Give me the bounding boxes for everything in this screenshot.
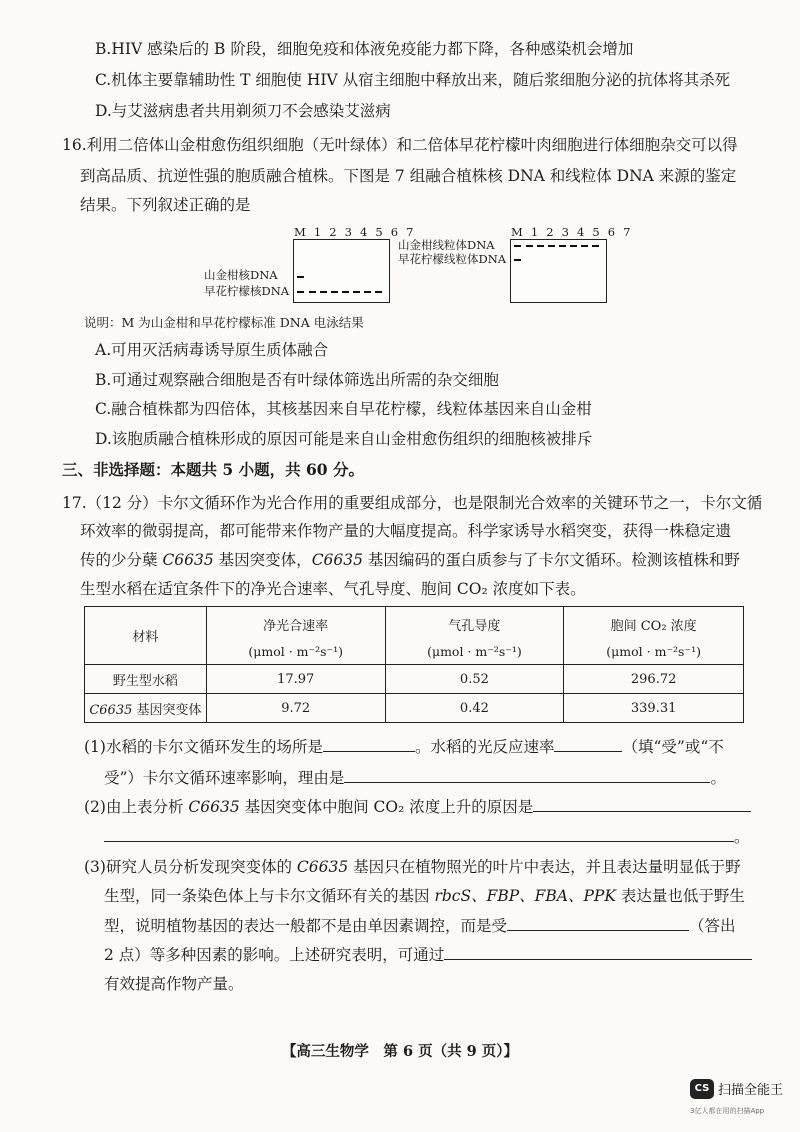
q17-stem-line-3: 传的少分蘖 C6635 基因突变体，C6635 基因编码的蛋白质参与了卡尔文循环。检测该植株和野 xyxy=(80,551,740,569)
gel-band xyxy=(559,245,566,247)
gel-band xyxy=(309,291,316,293)
q17-part3-line-4: 2 点）等多种因素的影响。上述研究表明，可通过 xyxy=(104,944,752,965)
q16-stem-line-2: 到高品质、抗逆性强的胞质融合植株。下图是 7 组融合植株核 DNA 和线粒体 DNA 来源的鉴定 xyxy=(80,167,737,185)
q15-option-b: B.HIV 感染后的 B 阶段，细胞免疫和体液免疫能力都下降，各种感染机会增加 xyxy=(95,40,634,58)
gel-band xyxy=(526,245,533,247)
camscanner-logo-icon: CS xyxy=(690,1079,714,1099)
table-cell-rate: 17.97 xyxy=(206,665,385,694)
answer-blank[interactable] xyxy=(444,944,752,960)
answer-blank[interactable] xyxy=(104,826,734,842)
section-heading: 三、非选择题：本题共 5 小题，共 60 分。 xyxy=(62,460,364,479)
q17-stem-line-4: 生型水稻在适宜条件下的净光合速率、气孔导度、胞间 CO₂ 浓度如下表。 xyxy=(80,580,586,598)
table-row xyxy=(85,694,744,723)
gel-label-shanjingan-nuclear: 山金柑核DNA xyxy=(204,268,278,282)
gel-band xyxy=(331,291,338,293)
q15-option-c: C.机体主要靠辅助性 T 细胞使 HIV 从宿主细胞中释放出来，随后浆细胞分泌的抗体将其杀死 xyxy=(95,71,731,89)
table-cell-conductance: 0.42 xyxy=(385,694,564,723)
page-footer: 【高三生物学 第 6 页（共 9 页）】 xyxy=(281,1043,519,1060)
answer-blank[interactable] xyxy=(554,736,622,752)
gel-mito-lane-labels: M 1 2 3 4 5 6 7 xyxy=(511,225,633,239)
gel-band xyxy=(375,291,382,293)
table-cell-rate: 9.72 xyxy=(206,694,385,723)
gel-band xyxy=(537,245,544,247)
gel-nuclear-lane-labels: M 1 2 3 4 5 6 7 xyxy=(294,225,416,239)
table-row xyxy=(85,665,744,694)
gel-label-shanjingan-mito: 山金柑线粒体DNA xyxy=(398,238,495,252)
q17-part1-line-1: (1)水稻的卡尔文循环发生的场所是 。水稻的光反应速率 （填“受”或“不 xyxy=(84,738,724,756)
gel-band-m-shanjingan-mito xyxy=(514,245,521,247)
table-cell-co2: 339.31 xyxy=(564,694,744,723)
gel-mito-box xyxy=(510,239,607,303)
photosynthesis-table xyxy=(84,606,744,723)
gel-label-lemon-mito: 早花柠檬线粒体DNA xyxy=(398,252,507,266)
q17-part2-line-1: (2)由上表分析 C6635 基因突变体中胞间 CO₂ 浓度上升的原因是 xyxy=(84,796,751,817)
gel-band xyxy=(353,291,360,293)
q17-part3-line-5: 有效提高作物产量。 xyxy=(104,975,244,993)
camscanner-name: 扫描全能王 xyxy=(718,1083,784,1098)
gel-band xyxy=(548,245,555,247)
q16-option-d: D.该胞质融合植株形成的原因可能是来自山金柑愈伤组织的细胞核被排斥 xyxy=(95,430,593,448)
q17-part1-line-2: 受”）卡尔文循环速率影响，理由是 。 xyxy=(104,769,726,787)
q17-part2-line-2: 。 xyxy=(104,826,750,847)
gel-label-lemon-nuclear: 早花柠檬核DNA xyxy=(204,284,290,298)
q16-option-a: A.可用灭活病毒诱导原生质体融合 xyxy=(95,341,329,359)
q17-part3-line-1: (3)研究人员分析发现突变体的 C6635 基因只在植物照光的叶片中表达，并且表达量明显低于野 xyxy=(84,858,741,876)
answer-blank[interactable] xyxy=(323,736,415,752)
table-cell-conductance: 0.52 xyxy=(385,665,564,694)
q16-stem-line-1: 16.利用二倍体山金柑愈伤组织细胞（无叶绿体）和二倍体早花柠檬叶肉细胞进行体细胞杂交可以得 xyxy=(62,136,738,154)
table-header-material: 材料 xyxy=(85,607,207,665)
table-header-conductance: 气孔导度 (μmol · m⁻²s⁻¹) xyxy=(385,607,564,665)
gel-figure-note: 说明：M 为山金柑和早花柠檬标准 DNA 电泳结果 xyxy=(84,315,364,330)
table-header-rate: 净光合速率 (μmol · m⁻²s⁻¹) xyxy=(206,607,385,665)
gel-nuclear-box xyxy=(293,239,390,303)
q16-option-c: C.融合植株都为四倍体，其核基因来自早花柠檬，线粒体基因来自山金柑 xyxy=(95,400,592,418)
table-header-row xyxy=(85,607,744,665)
gel-band xyxy=(592,245,599,247)
gel-band-m-shanjingan-nuclear xyxy=(297,276,304,278)
gel-band xyxy=(364,291,371,293)
gel-band xyxy=(570,245,577,247)
q15-option-d: D.与艾滋病患者共用剃须刀不会感染艾滋病 xyxy=(95,102,391,120)
table-cell-co2: 296.72 xyxy=(564,665,744,694)
answer-blank[interactable] xyxy=(507,915,689,931)
gel-band-m-lemon-nuclear xyxy=(297,291,304,293)
q17-part3-line-3: 型，说明植物基因的表达一般都不是由单因素调控，而是受 （答出 xyxy=(104,917,736,935)
gel-band xyxy=(320,291,327,293)
gel-band-m-lemon-mito xyxy=(514,259,521,261)
q17-part3-line-2: 生型，同一条染色体上与卡尔文循环有关的基因 rbcS、FBP、FBA、PPK 表达量也低于野生 xyxy=(104,887,745,905)
gel-band xyxy=(342,291,349,293)
q17-stem-line-1: 17.（12 分）卡尔文循环作为光合作用的重要组成部分，也是限制光合效率的关键环节之一，卡尔文循 xyxy=(62,494,763,512)
answer-blank[interactable] xyxy=(533,796,751,812)
table-cell-material: C6635 基因突变体 xyxy=(85,694,207,723)
q17-stem-line-2: 环效率的微弱提高，都可能带来作物产量的大幅度提高。科学家诱导水稻突变，获得一株稳定遗 xyxy=(80,522,732,540)
q16-stem-line-3: 结果。下列叙述正确的是 xyxy=(80,196,251,214)
table-header-co2: 胞间 CO₂ 浓度 (μmol · m⁻²s⁻¹) xyxy=(564,607,744,665)
q16-option-b: B.可通过观察融合细胞是否有叶绿体筛选出所需的杂交细胞 xyxy=(95,371,499,389)
table-cell-material: 野生型水稻 xyxy=(85,665,207,694)
gel-band xyxy=(581,245,588,247)
answer-blank[interactable] xyxy=(344,767,710,783)
camscanner-tagline: 3亿人都在用的扫描App xyxy=(690,1107,765,1115)
